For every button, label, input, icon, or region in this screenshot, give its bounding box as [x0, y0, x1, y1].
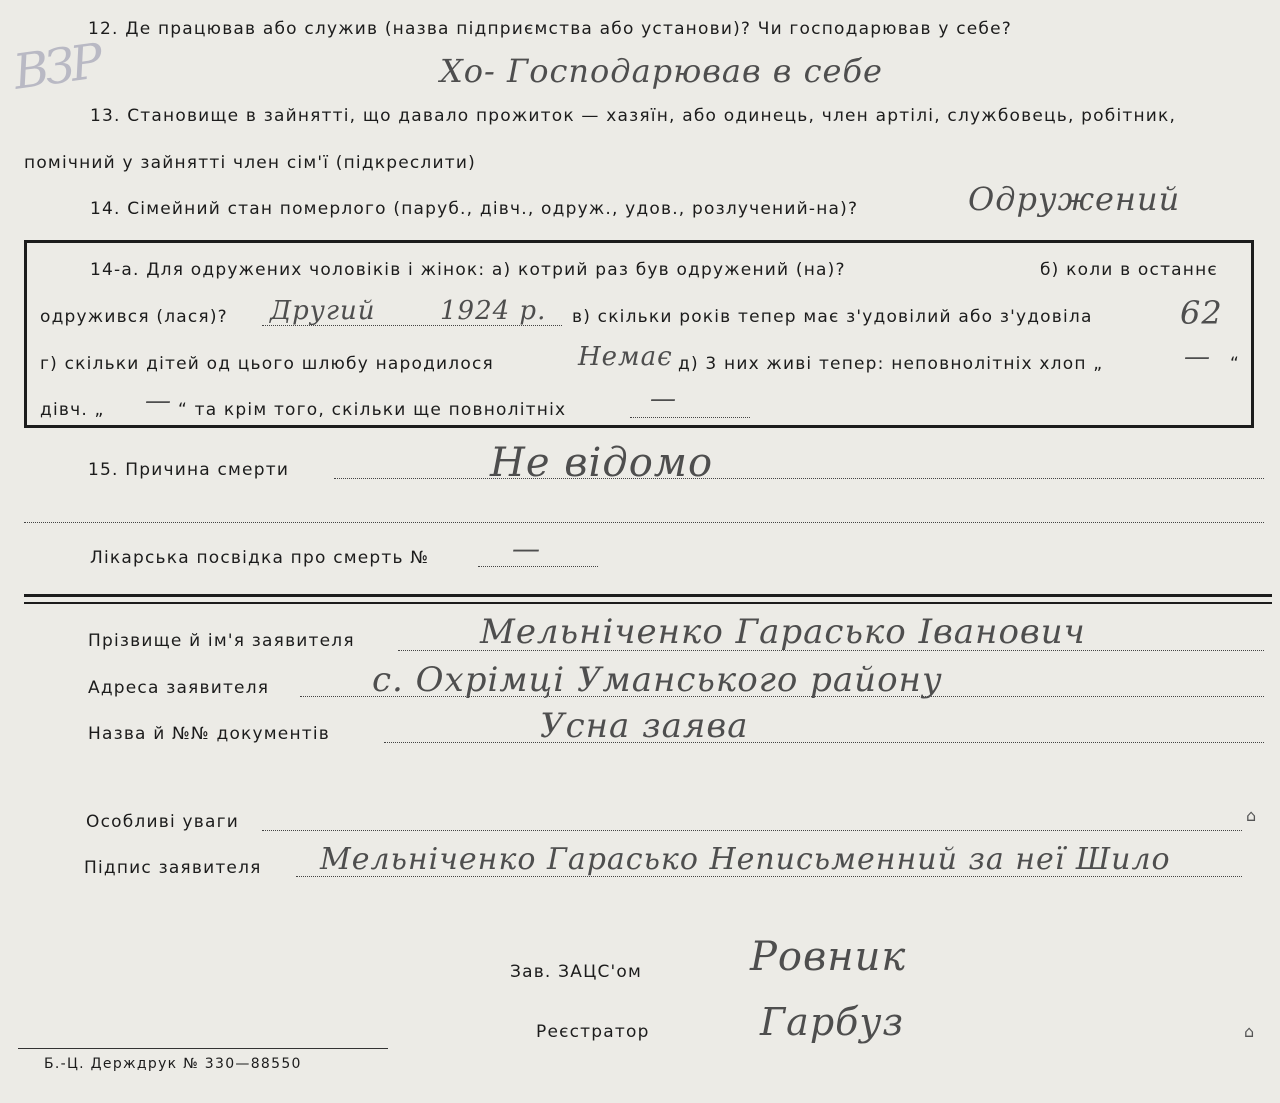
- q14-label: 14. Сімейний стан померлого (паруб., дівч., одруж., удов., розлучений-на)?: [90, 199, 859, 219]
- q14a-line2-a: одружився (лася)?: [40, 307, 228, 327]
- applicant-address-label: Адреса заявителя: [88, 678, 270, 698]
- notes-label: Особливі уваги: [86, 812, 239, 832]
- signature-label: Підпис заявителя: [84, 858, 262, 878]
- q14a-line2-b: в) скільки років тепер має з'удовілий або з'удовіла: [572, 307, 1093, 327]
- applicant-name-value: Мельніченко Гарасько Іванович: [480, 612, 1086, 652]
- head-signature: Ровник: [750, 934, 907, 980]
- q15-answer: Не відомо: [490, 440, 714, 486]
- q12-label: 12. Де працював або служив (назва підприємства або установи)? Чи господарював у себе?: [88, 19, 1012, 39]
- notes-dots: [262, 830, 1242, 831]
- q14a-answer-adults: —: [650, 384, 677, 414]
- q14a-line4-dots: [630, 417, 750, 418]
- q14a-line3-c: “: [1230, 354, 1241, 374]
- q13-line1: 13. Становище в зайнятті, що давало прожиток — хазяїн, або одинець, член артілі, службовець, робітник,: [90, 106, 1177, 126]
- certificate-answer: —: [512, 532, 541, 565]
- section-divider-top: [24, 594, 1272, 597]
- q14a-line3-b: д) 3 них живі тепер: неповнолітніх хлоп „: [678, 354, 1104, 374]
- applicant-docs-value: Усна заява: [540, 706, 749, 746]
- registrar-ink-blot: ⌂: [1244, 1022, 1255, 1041]
- q14a-line3-a: г) скільки дітей од цього шлюбу народилося: [40, 354, 494, 374]
- q15-label: 15. Причина смерти: [88, 460, 290, 480]
- q14a-answer-girls: —: [145, 386, 172, 416]
- q15-dots: [334, 478, 1264, 479]
- q14a-answer-children: Немає: [578, 342, 673, 372]
- q14a-answer-year: 1924 р.: [440, 296, 547, 326]
- q12-answer: Хо- Господарював в себе: [440, 52, 883, 90]
- applicant-docs-label: Назва й №№ документів: [88, 724, 331, 744]
- q14a-line4-b: “ та крім того, скільки ще повнолітніх: [178, 400, 567, 420]
- applicant-name-label: Прізвище й ім'я заявителя: [88, 631, 355, 651]
- q14a-line1-b: б) коли в останнє: [1040, 260, 1218, 280]
- registrar-label: Реєстратор: [536, 1022, 650, 1042]
- registrar-signature: Гарбуз: [760, 1000, 905, 1044]
- q14a-line1-a: 14-а. Для одружених чоловіків і жінок: а) котрий раз був одружений (на)?: [90, 260, 846, 280]
- q14a-answer-boys: —: [1184, 342, 1211, 372]
- certificate-dots: [478, 566, 598, 567]
- head-label: Зав. ЗАЦС'ом: [510, 962, 643, 982]
- certificate-label: Лікарська посвідка про смерть №: [90, 548, 430, 568]
- q14a-line4-a: дівч. „: [40, 400, 105, 420]
- section-divider-bottom: [24, 602, 1272, 604]
- margin-stamp: ВЗР: [10, 33, 103, 101]
- applicant-address-value: с. Охрімці Уманського району: [372, 660, 943, 700]
- notes-ink-blot: ⌂: [1246, 806, 1257, 825]
- q14-answer: Одружений: [968, 180, 1181, 218]
- signature-value: Мельніченко Гарасько Неписьменний за неї Шило: [320, 842, 1171, 877]
- applicant-docs-dots: [384, 742, 1264, 743]
- footer-rule: [18, 1048, 388, 1049]
- printer-imprint: Б.-Ц. Держдрук № 330—88550: [44, 1056, 302, 1072]
- q15-dots-2: [24, 522, 1264, 523]
- q13-line2: помічний у зайнятті член сім'ї (підкреслити): [24, 153, 476, 173]
- q14a-answer-years: 62: [1180, 294, 1223, 332]
- q14a-answer-married: Другий: [270, 296, 376, 326]
